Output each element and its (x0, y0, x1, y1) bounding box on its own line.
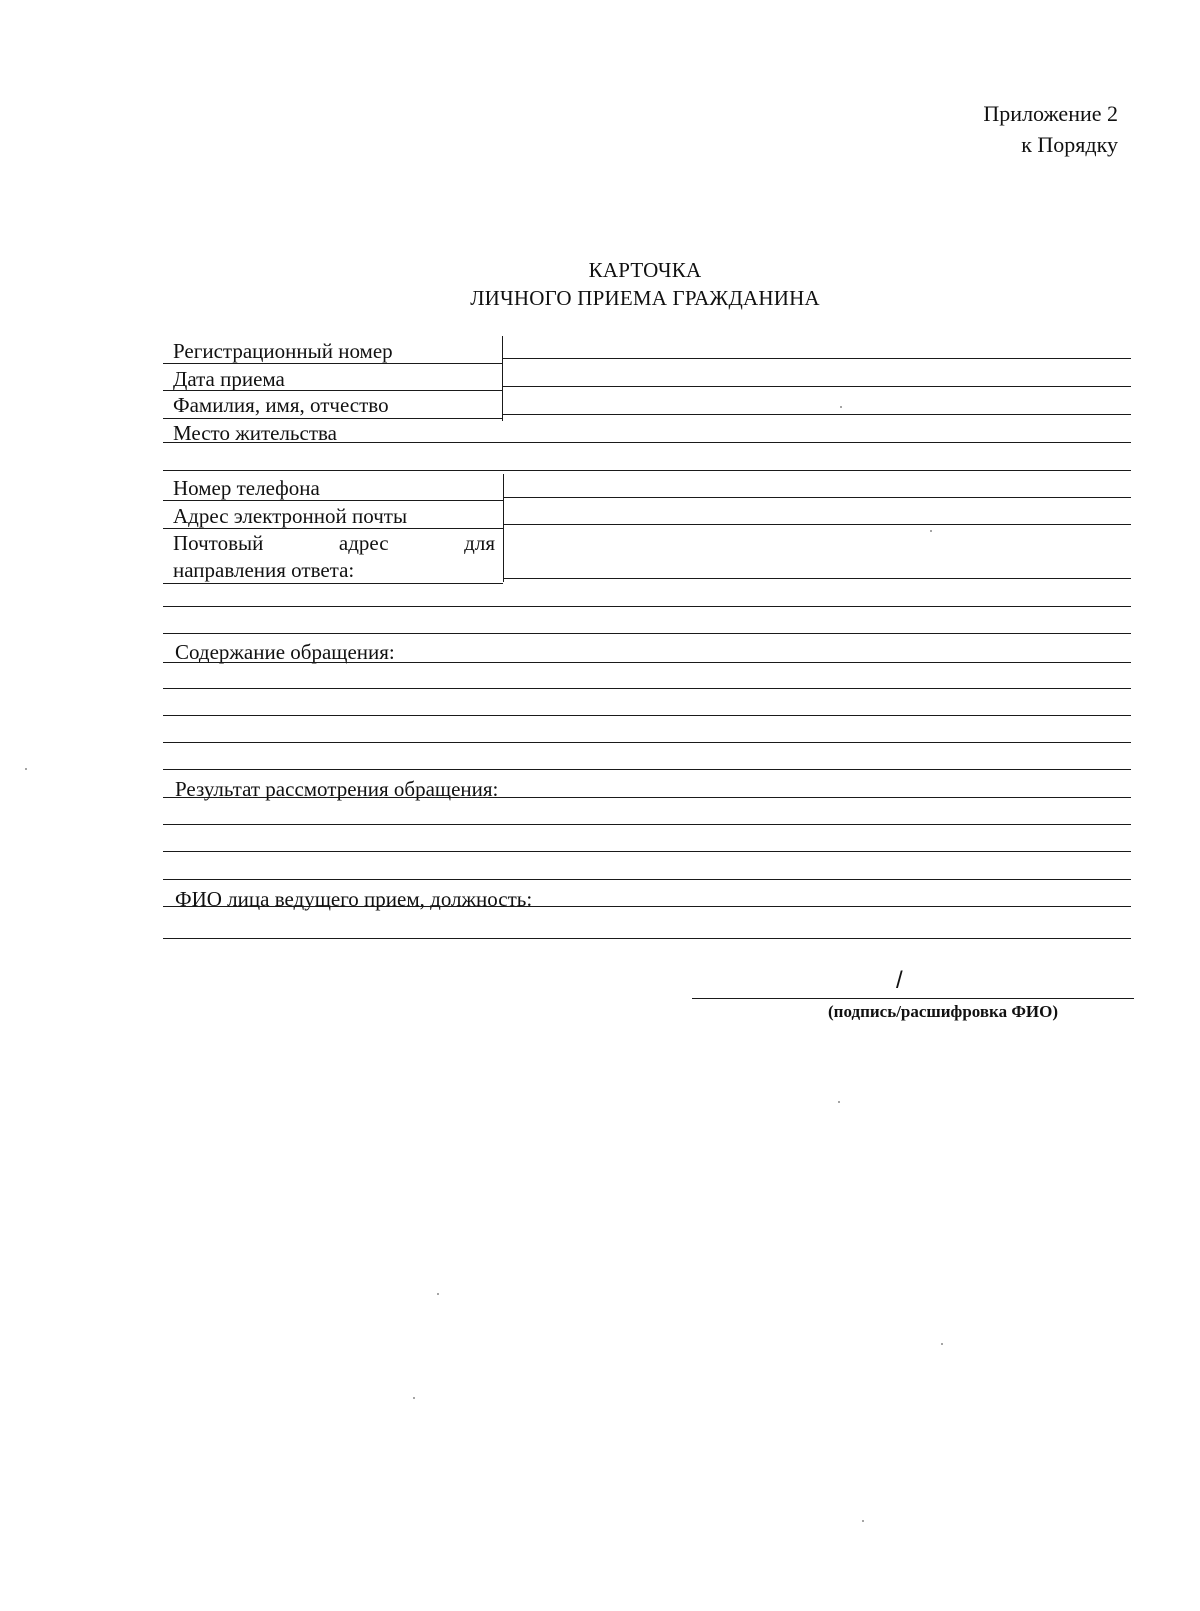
field-appeal-content-4[interactable] (163, 742, 1131, 743)
signature-separator: / (896, 967, 903, 994)
scan-speck (437, 1293, 439, 1295)
line-email-left (163, 528, 503, 529)
postal-word-2: адрес (338, 531, 389, 555)
field-postal-address[interactable] (504, 578, 1131, 579)
field-email[interactable] (504, 524, 1131, 525)
label-postal-address (173, 530, 495, 556)
field-registration-number[interactable] (503, 358, 1131, 359)
field-residence[interactable] (163, 442, 1131, 443)
field-residence-line-2[interactable] (163, 470, 1131, 471)
field-appeal-result-1[interactable] (163, 797, 1131, 798)
field-appeal-content-1[interactable] (163, 662, 1131, 663)
scan-speck (941, 1343, 943, 1345)
field-appeal-content-5[interactable] (163, 769, 1131, 770)
appendix-note (983, 98, 1118, 160)
label-appeal-result: Результат рассмотрения обращения: (175, 777, 499, 801)
table-divider-top (502, 336, 503, 421)
scan-speck (838, 1101, 840, 1103)
field-full-name[interactable] (503, 414, 1131, 415)
field-official-2[interactable] (163, 938, 1131, 939)
field-official-1[interactable] (163, 906, 1131, 907)
scan-speck (840, 406, 842, 408)
title-line-2: ЛИЧНОГО ПРИЕМА ГРАЖДАНИНА (470, 286, 820, 310)
line-registration-number-left (163, 363, 502, 364)
scan-speck (413, 1397, 415, 1399)
signature-line[interactable] (692, 998, 1134, 999)
field-appeal-content-3[interactable] (163, 715, 1131, 716)
field-postal-address-line-3[interactable] (163, 633, 1131, 634)
line-phone-left (163, 500, 503, 501)
label-full-name: Фамилия, имя, отчество (173, 393, 389, 417)
field-appeal-result-4[interactable] (163, 879, 1131, 880)
title-line-1: КАРТОЧКА (588, 258, 702, 282)
table-divider-bottom (503, 474, 504, 582)
field-reception-date[interactable] (503, 386, 1131, 387)
label-registration-number: Регистрационный номер (173, 339, 393, 363)
signature-caption: (подпись/расшифровка ФИО) (828, 1002, 1059, 1021)
line-reception-date-left (163, 390, 502, 391)
scan-speck (930, 530, 932, 532)
appendix-line-2: к Порядку (1021, 132, 1118, 157)
label-appeal-content: Содержание обращения: (175, 640, 395, 664)
scan-speck (25, 768, 27, 770)
field-appeal-result-3[interactable] (163, 851, 1131, 852)
label-phone: Номер телефона (173, 476, 320, 500)
line-full-name-left (163, 418, 502, 419)
label-residence: Место жительства (173, 421, 337, 445)
line-postal-left (163, 583, 503, 584)
postal-word-1: Почтовый (173, 531, 264, 555)
appendix-line-1: Приложение 2 (983, 101, 1118, 126)
field-postal-address-line-2[interactable] (163, 606, 1131, 607)
label-postal-address-line-2: направления ответа: (173, 558, 355, 582)
label-email: Адрес электронной почты (173, 504, 408, 528)
postal-word-3: для (464, 531, 495, 555)
label-reception-date: Дата приема (173, 367, 285, 391)
field-appeal-content-2[interactable] (163, 688, 1131, 689)
document-title (0, 256, 1200, 312)
scan-speck (862, 1520, 864, 1522)
field-appeal-result-2[interactable] (163, 824, 1131, 825)
label-official: ФИО лица ведущего прием, должность: (175, 887, 533, 911)
field-phone[interactable] (504, 497, 1131, 498)
